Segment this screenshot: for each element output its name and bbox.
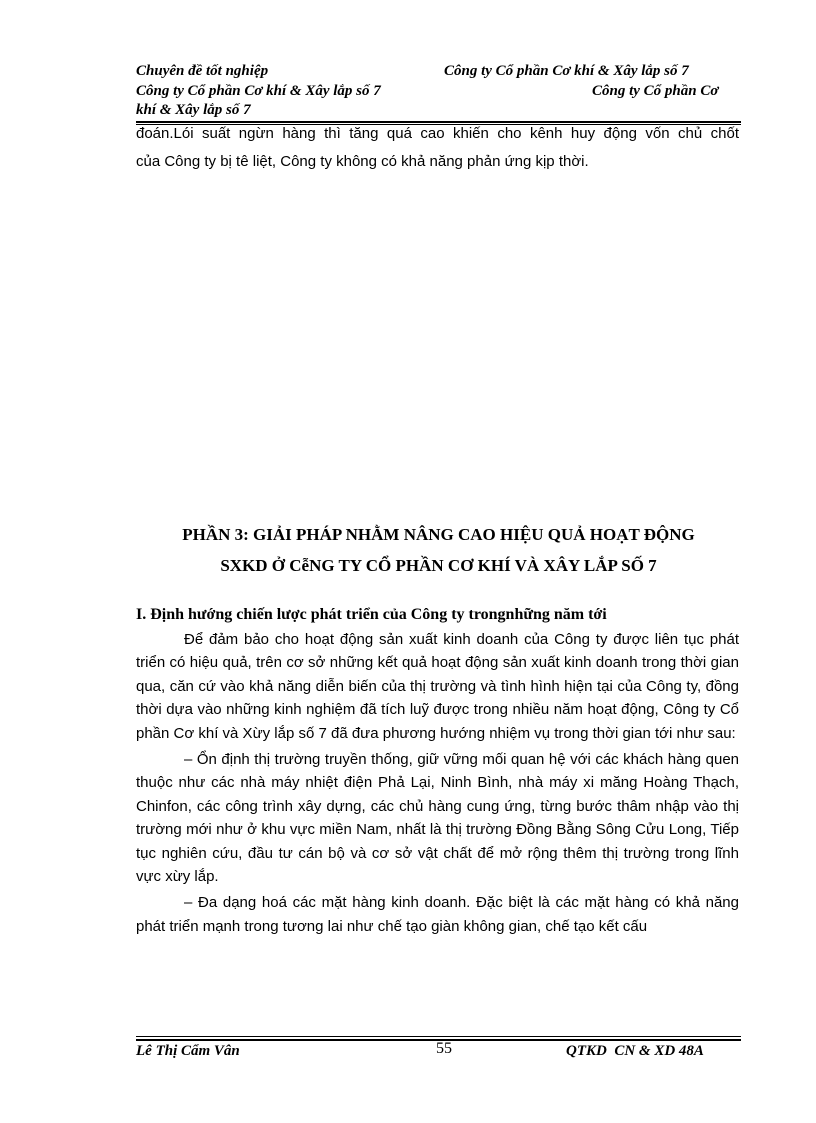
intro-line-1: đoán.Lói suất ngừn hàng thì tăng quá cao khiến cho kênh huy động vốn chủ chốt: [136, 125, 739, 142]
header-company-name-repeat: Công ty Cổ phần Cơ khí & Xây lắp số 7: [136, 83, 381, 99]
footer-class: QTKD CN & XD 48A: [566, 1043, 704, 1059]
paragraph-intro: Để đảm bảo cho hoạt động sản xuất kinh doanh của Công ty được liên tục phát triển có hiệu quả, trên cơ sở những kết quả hoạt động sản xuất kinh doanh trong thời gian qua, căn cứ vào khả năng diễn biến của thị trường và tình hình hiện tại của Công ty, đồng thời dựa vào những kinh nghiệm đã tích luỹ được trong nhiều năm hoạt động, Công ty Cổ phần Cơ khí và Xừy lắp số 7 đã đưa phương hướng nhiệm vụ trong thời gian tới như sau:: [136, 631, 739, 742]
page-number: 55: [436, 1040, 452, 1057]
paragraph-diversify: – Đa dạng hoá các mặt hàng kinh doanh. Đặc biệt là các mặt hàng có khả năng phát triển mạnh trong tương lai như chế tạo giàn không gian, chế tạo kết cấu: [136, 894, 739, 935]
header-line-1: [136, 63, 741, 80]
header-line-2: [136, 83, 741, 100]
footer-author: Lê Thị Cẩm Vân: [136, 1043, 240, 1059]
header-line-3: [136, 102, 741, 119]
header-company-name-wrap: Công ty Cổ phần Cơ: [592, 83, 719, 99]
chapter-title-line-2: SXKD Ở CễNG TY CỔ PHẦN CƠ KHÍ VÀ XÂY LẮP SỐ 7: [220, 556, 657, 575]
main-content: [136, 628, 739, 938]
header-company-name: Công ty Cổ phần Cơ khí & Xây lắp số 7: [444, 63, 689, 79]
section-heading: I. Định hướng chiến lược phát triển của Công ty trongnhững năm tới: [136, 606, 607, 623]
chapter-title: [136, 521, 741, 580]
intro-line-2: của Công ty bị tê liệt, Công ty không có khả năng phản ứng kịp thời.: [136, 152, 589, 170]
footer-rule-thin: [136, 1036, 741, 1037]
paragraph-market: – Ổn định thị trường truyền thống, giữ vững mối quan hệ với các khách hàng quen thuộc như các nhà máy nhiệt điện Phả Lại, Ninh Bình, nhà máy xi măng Hoàng Thạch, Chinfon, các công trình xây dựng, các chủ hàng cung ứng, từng bước thâm nhập vào thị trường mới như ở khu vực miền Nam, nhất là thị trường Đồng Bằng Sông Cửu Long, Tiếp tục nghiên cứu, đầu tư cán bộ và cơ sở vật chất để mở rộng thêm thị trường trong lĩnh vực xừy lắp.: [136, 751, 739, 886]
header-company-name-tail: khí & Xây lắp số 7: [136, 102, 251, 118]
intro-paragraph: [136, 122, 739, 173]
header-doc-type: Chuyên đề tốt nghiệp: [136, 63, 269, 79]
chapter-title-line-1: PHẦN 3: GIẢI PHÁP NHẰM NÂNG CAO HIỆU QUẢ HOẠT ĐỘNG: [182, 525, 695, 544]
